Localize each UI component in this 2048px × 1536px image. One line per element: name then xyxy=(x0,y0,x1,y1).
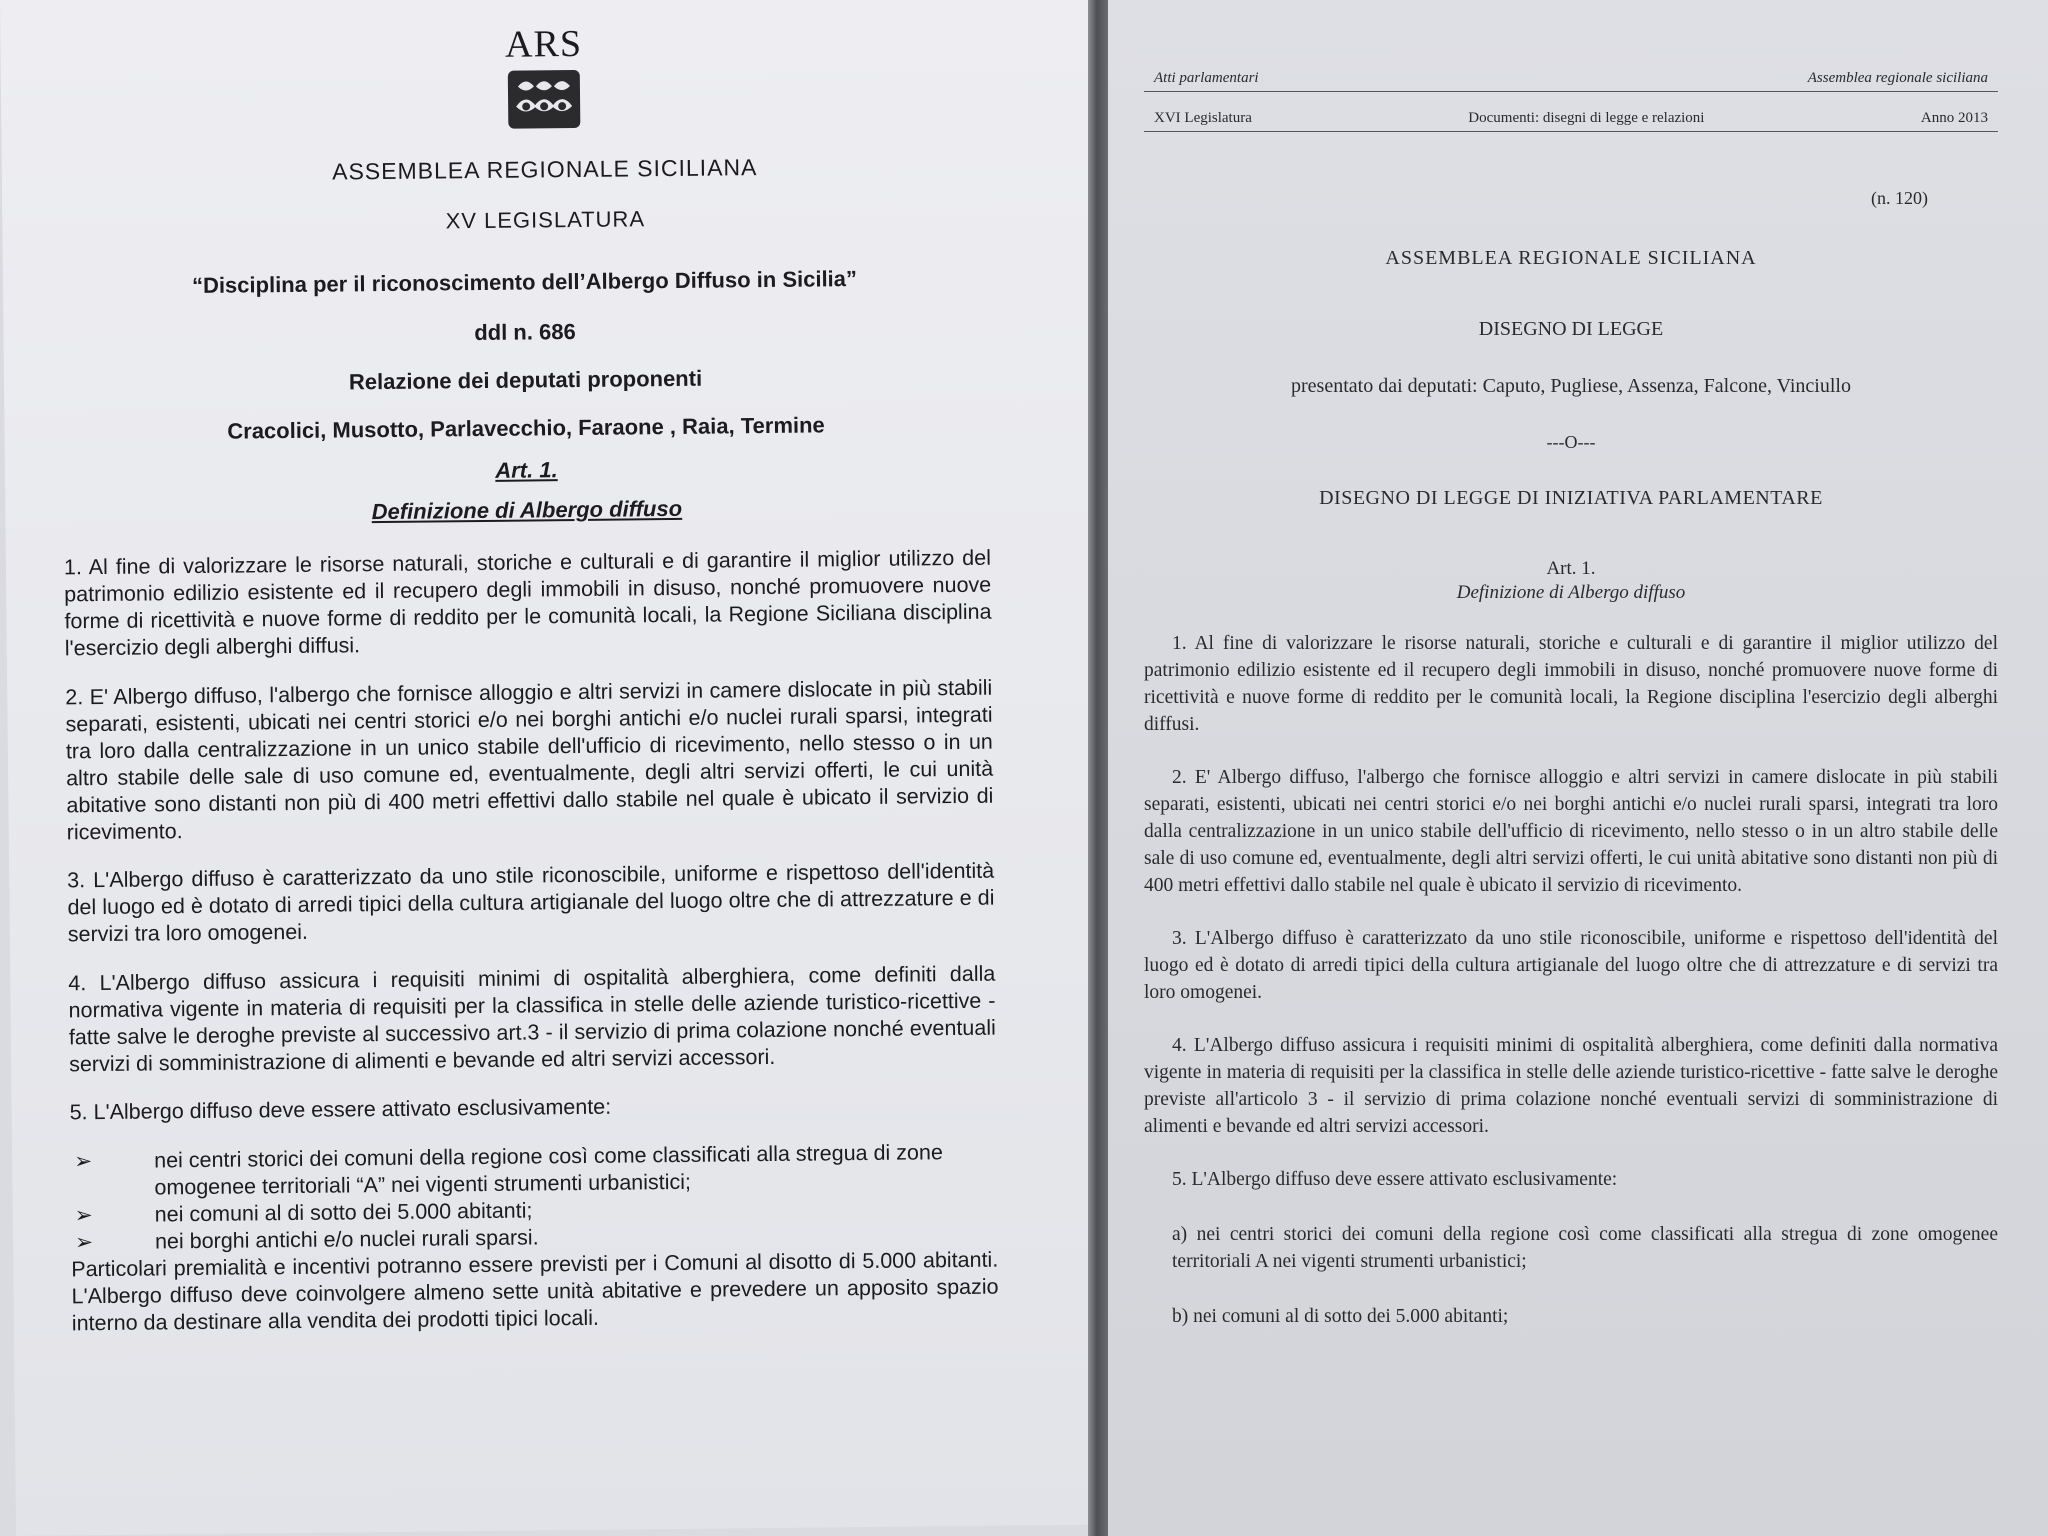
ddl-heading: DISEGNO DI LEGGE xyxy=(1478,318,1664,340)
paragraph-5: 5. L'Albergo diffuso deve essere attivato esclusivamente: xyxy=(69,1094,612,1125)
bill-number: (n. 120) xyxy=(1871,188,1928,208)
header-left: Atti parlamentari xyxy=(1154,70,1259,86)
paragraph-3: 3. L'Albergo diffuso è caratterizzato da uno stile riconoscibile, uniforme e rispettoso dell'identità del luogo ed è dotato di arredi tipici della cultura artigianale del luogo oltre che di attrezzature e di servizi tra loro omogenei. xyxy=(67,858,995,947)
arrow-bullet-icon: ➢ xyxy=(74,1148,93,1173)
bullet-list xyxy=(70,1138,998,1256)
list-item xyxy=(70,1138,998,1202)
article-subtitle: Definizione di Albergo diffuso xyxy=(371,495,683,525)
paragraph-2: 2. E' Albergo diffuso, l'albergo che fornisce alloggio e altri servizi in camere dislocate in più stabili separati, esistenti, ubicati nei centri storici e/o nei borghi antichi e/o nuclei rurali sparsi, integrati tra loro dalla centralizzazione in un unico stabile dell'ufficio di ricevimento, nello stesso o in un altro stabile delle sale di uso comune ed, eventualmente, degli altri servizi offerti, le cui unità abitative sono distanti non più di 400 metri effettivi dallo stabile nel quale è ubicato il servizio di ricevimento. xyxy=(65,675,994,844)
closing-paragraph: Particolari premialità e incentivi potranno essere previsti per i Comuni al disotto di 5.000 abitanti. L'Albergo diffuso deve coinvolgere almeno sette unità abitative e prevedere un apposito spazio interno da destinare alla vendita dei prodotti tipici locali. xyxy=(71,1247,999,1335)
proponents: Cracolici, Musotto, Parlavecchio, Faraone , Raia, Termine xyxy=(227,412,825,444)
ddl-number: ddl n. 686 xyxy=(474,318,576,346)
right-document-page xyxy=(1108,0,2048,1536)
ars-logo-text: ARS xyxy=(504,22,583,66)
list-item-text: nei centri storici dei comuni della regione così come classificati alla stregua di zone omogenee territoriali “A” nei vigenti strumenti urbanistici; xyxy=(154,1139,943,1199)
list-item-text: nei comuni al di sotto dei 5.000 abitanti; xyxy=(154,1197,533,1226)
initiative-heading: DISEGNO DI LEGGE DI INIZIATIVA PARLAMENTARE xyxy=(1319,487,1823,509)
paragraph-2: 2. E' Albergo diffuso, l'albergo che fornisce alloggio e altri servizi in camere dislocate in più stabili separati, esistenti, ubicati nei centri storici e/o nei borghi antichi e/o nuclei rurali sparsi, integrati tra loro dalla centralizzazione in un unico stabile dell'ufficio di ricevimento, nello stesso o in un altro stabile delle sale di uso comune ed, eventualmente, degli altri servizi offerti, le cui unità abitative sono distanti non più di 400 metri effettivi dallo stabile nel quale è ubicato il servizio di ricevimento. xyxy=(1144,767,1998,896)
ars-logo xyxy=(178,18,909,134)
paragraph-3: 3. L'Albergo diffuso è caratterizzato da uno stile riconoscibile, uniforme e rispettoso dell'identità del luogo ed è dotato di arredi tipici della cultura artigianale del luogo oltre che di attrezzature e di servizi tra loro omogenei. xyxy=(1144,928,1998,1003)
separator: ---O--- xyxy=(1546,432,1596,452)
paragraph-1: 1. Al fine di valorizzare le risorse naturali, storiche e culturali e di garantire il miglior utilizzo del patrimonio edilizio esistente ed il recupero degli immobili in disuso, nonché promuovere nuove forme di ricettività e nuove forme di reddito per le comunità locali, la Regione disciplina l'esercizio degli alberghi diffusi. xyxy=(1144,633,1998,735)
arrow-bullet-icon: ➢ xyxy=(74,1202,93,1227)
legislature: XV LEGISLATURA xyxy=(445,206,646,234)
arrow-bullet-icon: ➢ xyxy=(74,1229,94,1254)
header-right: Assemblea regionale siciliana xyxy=(1807,70,1988,86)
org-name: ASSEMBLEA REGIONALE SICILIANA xyxy=(1385,247,1757,269)
org-name: ASSEMBLEA REGIONALE SICILIANA xyxy=(332,154,758,185)
report-title: Relazione dei deputati proponenti xyxy=(348,365,703,395)
list-item-a: a) nei centri storici dei comuni della regione così come classificati alla stregua di zone omogenee territoriali A nei vigenti strumenti urbanistici; xyxy=(1172,1224,1998,1272)
header2-left: XVI Legislatura xyxy=(1154,110,1252,126)
article-body xyxy=(1144,630,1998,1330)
ars-emblem-icon xyxy=(506,68,583,131)
header2-right: Anno 2013 xyxy=(1920,110,1988,126)
paragraph-5: 5. L'Albergo diffuso deve essere attivato esclusivamente: xyxy=(1172,1169,1618,1190)
paragraph-1: 1. Al fine di valorizzare le risorse naturali, storiche e culturali e di garantire il miglior utilizzo del patrimonio edilizio esistente ed il recupero degli immobili in disuso, nonché promuovere nuove forme di ricettività e nuove forme di reddito per le comunità locali, la Regione Siciliana disciplina l'esercizio degli alberghi diffusi. xyxy=(63,545,992,661)
article-body xyxy=(64,545,999,1337)
page-gutter xyxy=(1088,0,1110,1536)
article-heading: Art. 1. xyxy=(1546,558,1596,579)
presented-by: presentato dai deputati: Caputo, Pugliese, Assenza, Falcone, Vinciullo xyxy=(1291,375,1851,397)
paragraph-4: 4. L'Albergo diffuso assicura i requisiti minimi di ospitalità alberghiera, come definiti dalla normativa vigente in materia di requisiti per la classifica in stelle delle aziende turistico-ricettive - fatte salve le deroghe previste all'articolo 3 - il servizio di prima colazione nonché eventuali servizi di somministrazione di alimenti e bevande ed altri servizi accessori. xyxy=(1144,1035,1998,1137)
paragraph-4: 4. L'Albergo diffuso assicura i requisiti minimi di ospitalità alberghiera, come definiti dalla normativa vigente in materia di requisiti per la classifica in stelle delle aziende turistico-ricettive - fatte salve le deroghe previste al successivo art.3 - il servizio di prima colazione nonché eventuali servizi di somministrazione di alimenti e bevande ed altri servizi accessori. xyxy=(68,961,996,1076)
running-header-2 xyxy=(1144,92,1998,132)
document-title: “Disciplina per il riconoscimento dell’Albergo Diffuso in Sicilia” xyxy=(191,266,858,299)
running-header xyxy=(1144,70,1998,92)
list-item-b: b) nei comuni al di sotto dei 5.000 abitanti; xyxy=(1172,1306,1509,1327)
list-item-text: nei borghi antichi e/o nuclei rurali sparsi. xyxy=(154,1224,539,1253)
article-subtitle: Definizione di Albergo diffuso xyxy=(1456,582,1686,603)
header2-center: Documenti: disegni di legge e relazioni xyxy=(1468,110,1705,126)
article-heading: Art. 1. xyxy=(495,457,558,483)
